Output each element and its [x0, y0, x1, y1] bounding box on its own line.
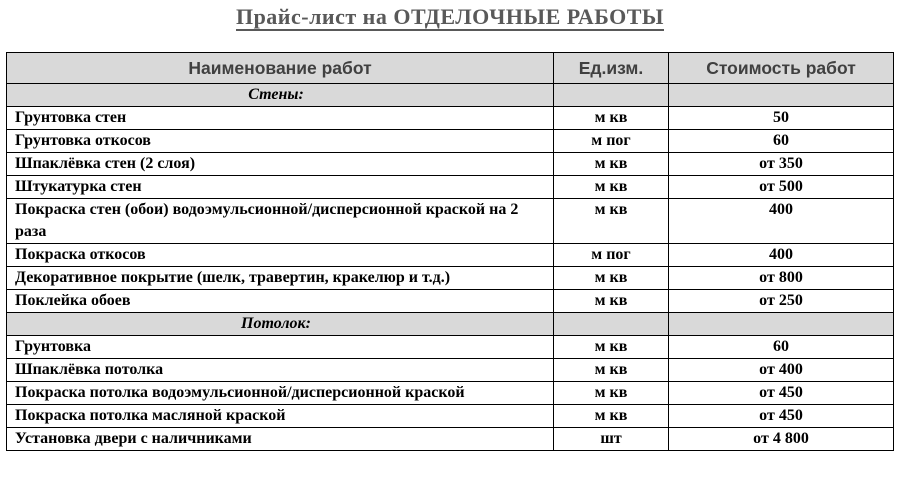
- section-label: Потолок:: [7, 313, 554, 336]
- work-cost: от 500: [669, 176, 894, 199]
- work-cost: от 350: [669, 153, 894, 176]
- work-name: Покраска потолка масляной краской: [7, 405, 554, 428]
- table-row: [7, 382, 894, 405]
- table-row: [7, 359, 894, 382]
- work-unit: м кв: [554, 199, 669, 244]
- work-name: Установка двери с наличниками: [7, 428, 554, 451]
- section-row: [7, 84, 894, 107]
- work-name: Покраска стен (обои) водоэмульсионной/дисперсионной краской на 2 раза: [7, 199, 554, 244]
- work-unit: м кв: [554, 290, 669, 313]
- work-cost: от 800: [669, 267, 894, 290]
- work-unit: м кв: [554, 107, 669, 130]
- table-row: [7, 405, 894, 428]
- work-cost: от 250: [669, 290, 894, 313]
- work-cost: 400: [669, 199, 894, 244]
- work-name: Покраска потолка водоэмульсионной/дисперсионной краской: [7, 382, 554, 405]
- work-name: Декоративное покрытие (шелк, травертин, кракелюр и т.д.): [7, 267, 554, 290]
- work-unit: м кв: [554, 176, 669, 199]
- work-unit: м кв: [554, 359, 669, 382]
- table-row: [7, 244, 894, 267]
- work-unit: м кв: [554, 153, 669, 176]
- work-cost: от 450: [669, 405, 894, 428]
- section-cost-empty: [669, 84, 894, 107]
- table-row: [7, 107, 894, 130]
- table-row: [7, 267, 894, 290]
- header-name: Наименование работ: [7, 53, 554, 84]
- price-table: [6, 52, 894, 451]
- work-cost: 60: [669, 130, 894, 153]
- work-unit: м кв: [554, 405, 669, 428]
- page-title-text: Прайс-лист на ОТДЕЛОЧНЫЕ РАБОТЫ: [235, 4, 665, 29]
- work-name: Грунтовка откосов: [7, 130, 554, 153]
- table-row: [7, 199, 894, 244]
- work-name: Шпаклёвка потолка: [7, 359, 554, 382]
- work-unit: шт: [554, 428, 669, 451]
- section-unit-empty: [554, 84, 669, 107]
- table-row: [7, 336, 894, 359]
- work-unit: м кв: [554, 382, 669, 405]
- section-unit-empty: [554, 313, 669, 336]
- work-name: Грунтовка: [7, 336, 554, 359]
- work-name: Покраска откосов: [7, 244, 554, 267]
- section-label: Стены:: [7, 84, 554, 107]
- header-unit: Ед.изм.: [554, 53, 669, 84]
- table-row: [7, 428, 894, 451]
- work-cost: от 4 800: [669, 428, 894, 451]
- work-cost: от 450: [669, 382, 894, 405]
- section-row: [7, 313, 894, 336]
- work-name: Штукатурка стен: [7, 176, 554, 199]
- work-name: Поклейка обоев: [7, 290, 554, 313]
- work-unit: м пог: [554, 130, 669, 153]
- price-table-body: [7, 84, 894, 451]
- work-unit: м пог: [554, 244, 669, 267]
- work-name: Шпаклёвка стен (2 слоя): [7, 153, 554, 176]
- table-row: [7, 153, 894, 176]
- work-name: Грунтовка стен: [7, 107, 554, 130]
- table-row: [7, 290, 894, 313]
- work-cost: от 400: [669, 359, 894, 382]
- header-row: [7, 53, 894, 84]
- header-cost: Стоимость работ: [669, 53, 894, 84]
- table-row: [7, 130, 894, 153]
- work-cost: 60: [669, 336, 894, 359]
- page-title: [0, 4, 900, 30]
- table-row: [7, 176, 894, 199]
- work-unit: м кв: [554, 267, 669, 290]
- work-unit: м кв: [554, 336, 669, 359]
- work-cost: 400: [669, 244, 894, 267]
- section-cost-empty: [669, 313, 894, 336]
- work-cost: 50: [669, 107, 894, 130]
